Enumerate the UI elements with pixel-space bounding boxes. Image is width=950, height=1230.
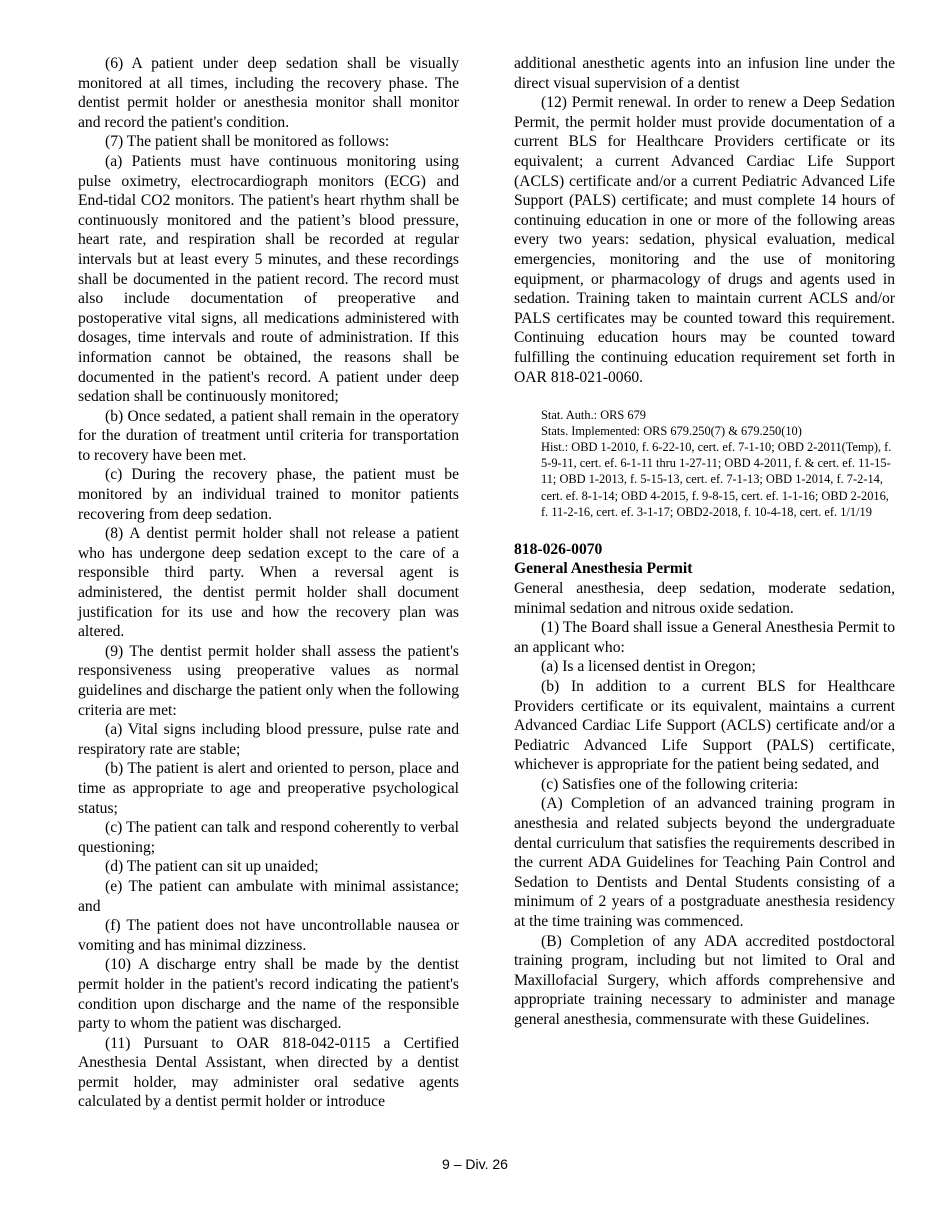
paragraph-9d-sit-up: (d) The patient can sit up unaided; — [105, 858, 319, 876]
paragraph-1a-licensed: (a) Is a licensed dentist in Oregon; — [541, 658, 756, 676]
paragraph-7a-continuous-monitoring: (a) Patients must have continuous monitoring using pulse oximetry, electrocardiograph monitors (ECG) and End-tidal CO2 monitors. The patient's heart rhythm shall be continuously monitored and the patient’s blood pressure, heart rate, and respiration shall be recorded at regular intervals but at least every 5 minutes, and these recordings shall be documented in the patient record. The record must also include documentation of preoperative and postoperative vital signs, all medications administered with dosages, time intervals and route of administration. If this information cannot be obtained, the reasons shall be documented in the patient's record. A patient under deep sedation shall be continuously monitored; — [78, 152, 459, 406]
paragraph-7c-recovery-phase: (c) During the recovery phase, the patient must be monitored by an individual trained to monitor patients recovering from deep sedation. — [78, 466, 459, 523]
paragraph-1b-certificates: (b) In addition to a current BLS for Healthcare Providers certificate or its equivalent, maintains a current Advanced Cardiac Life Support (ACLS) certificate and/or a Pediatric Advanced Life Support (PALS) certificate, whichever is appropriate for the patient being sedated, and — [514, 677, 895, 774]
stat-auth: Stat. Auth.: ORS 679 — [541, 408, 646, 423]
paragraph-7b-operatory: (b) Once sedated, a patient shall remain in the operatory for the duration of treatment until criteria for transportation to recovery have been met. — [78, 407, 459, 464]
paragraph-1c-A-advanced-training: (A) Completion of an advanced training program in anesthesia and related subjects beyond the undergraduate dental curriculum that satisfies the requirements described in the current ADA Guidelines for Teaching Pain Control and Sedation to Dentists and Dental Students consisting of a minimum of 2 years of a postgraduate anesthesia residency at the time training was commenced. — [514, 795, 895, 931]
paragraph-1-board-issue: (1) The Board shall issue a General Anesthesia Permit to an applicant who: — [514, 619, 895, 656]
paragraph-9b-alert-oriented: (b) The patient is alert and oriented to person, place and time as appropriate to age and preoperative psychological status; — [78, 760, 459, 817]
left-column — [78, 54, 459, 1112]
paragraph-11-continued: additional anesthetic agents into an infusion line under the direct visual supervision of a dentist — [514, 55, 895, 92]
paragraph-9f-nausea: (f) The patient does not have uncontrollable nausea or vomiting and has minimal dizziness. — [78, 917, 459, 954]
paragraph-9c-talk-respond: (c) The patient can talk and respond coherently to verbal questioning; — [78, 819, 459, 856]
page-footer: 9 – Div. 26 — [442, 1156, 508, 1172]
paragraph-9-discharge-assessment: (9) The dentist permit holder shall assess the patient's responsiveness using preoperative values as normal guidelines and discharge the patient only when the following criteria are met: — [78, 642, 459, 719]
stats-implemented: Stats. Implemented: ORS 679.250(7) & 679.250(10) — [541, 424, 802, 439]
paragraph-9e-ambulate: (e) The patient can ambulate with minimal assistance; and — [78, 877, 459, 915]
section-number: 818-026-0070 — [514, 540, 603, 558]
paragraph-12-permit-renewal: (12) Permit renewal. In order to renew a Deep Sedation Permit, the permit holder must provide documentation of a current BLS for Healthcare Providers certificate or its equivalent; a current Advanced Cardiac Life Support (ACLS) certificate and/or a current Pediatric Advanced Life Support (PALS) certificate; and must complete 14 hours of continuing education in one or more of the following areas every two years: sedation, physical evaluation, medical emergencies, monitoring and the use of monitoring equipment, or pharmacology of drugs and agents used in sedation. Training taken to maintain current ACLS and/or PALS certificates may be counted toward this requirement. Continuing education hours may be counted toward fulfilling the continuing education requirement set forth in OAR 818-021-0060. — [514, 94, 895, 386]
statutory-history — [514, 407, 895, 520]
section-title: General Anesthesia Permit — [514, 560, 693, 578]
paragraph-9a-vital-signs: (a) Vital signs including blood pressure, pulse rate and respiratory rate are stable; — [78, 721, 459, 758]
history-note: Hist.: OBD 1-2010, f. 6-22-10, cert. ef. 7-1-10; OBD 2-2011(Temp), f. 5-9-11, cert. ef. 6-1-11 thru 1-27-11; OBD 4-2011, f. & cert. ef. 11-15-11; OBD 1-2013, f. 5-15-13, cert. ef. 7-1-13; OBD 1-2014, f. 7-2-14, cert. ef. 8-1-14; OBD 4-2015, f. 9-8-15, cert. ef. 1-1-16; OBD 2-2016, f. 11-2-16, cert. ef. 3-1-17; OBD2-2018, f. 10-4-18, cert. ef. 1/1/19 — [541, 440, 892, 519]
paragraph-1c-criteria: (c) Satisfies one of the following criteria: — [541, 775, 799, 793]
paragraph-6-visual-monitoring: (6) A patient under deep sedation shall be visually monitored at all times, including the recovery phase. The dentist permit holder or anesthesia monitor shall monitor and record the patient's condition. — [78, 55, 459, 131]
section-intro: General anesthesia, deep sedation, moderate sedation, minimal sedation and nitrous oxide sedation. — [514, 579, 895, 617]
paragraph-8-release: (8) A dentist permit holder shall not release a patient who has undergone deep sedation except to the care of a responsible third party. When a reversal agent is administered, the dentist permit holder shall document justification for its use and how the recovery plan was altered. — [78, 525, 459, 641]
paragraph-10-discharge-entry: (10) A discharge entry shall be made by the dentist permit holder in the patient's record indicating the patient's condition upon discharge and the name of the responsible party to whom the patient was discharged. — [78, 956, 459, 1033]
right-column — [514, 54, 895, 1030]
paragraph-1c-B-postdoctoral: (B) Completion of any ADA accredited postdoctoral training program, including but not limited to Oral and Maxillofacial Surgery, which affords comprehensive and appropriate training necessary to administer and manage general anesthesia, commensurate with these Guidelines. — [514, 932, 895, 1028]
paragraph-11-certified-assistant: (11) Pursuant to OAR 818-042-0115 a Certified Anesthesia Dental Assistant, when directed by a dentist permit holder, may administer oral sedative agents calculated by a dentist permit holder or introduce — [78, 1034, 459, 1111]
paragraph-7-monitoring-intro: (7) The patient shall be monitored as follows: — [105, 133, 390, 151]
